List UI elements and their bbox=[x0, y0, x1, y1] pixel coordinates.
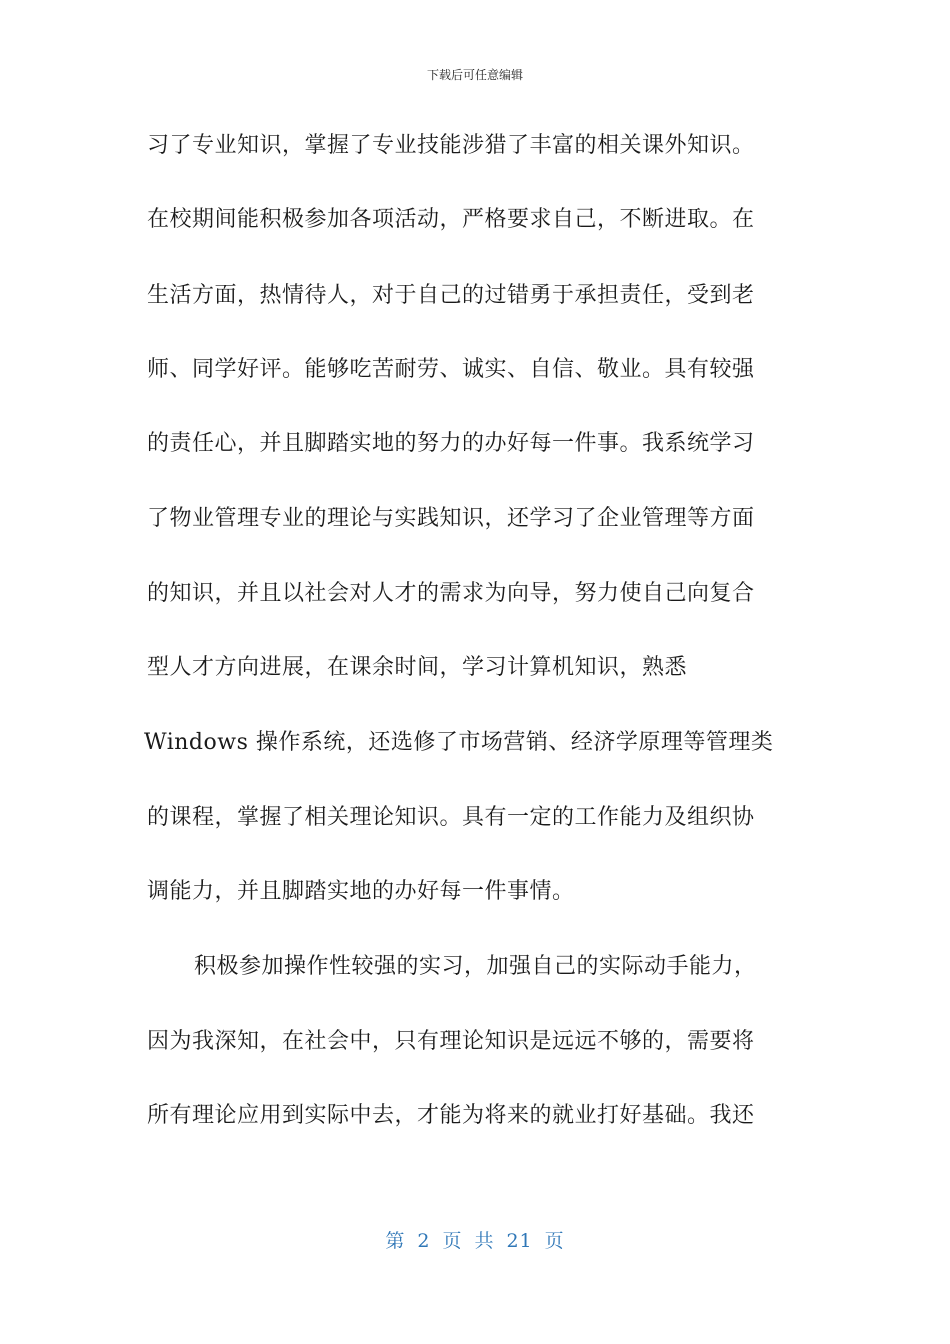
text-line: 在校期间能积极参加各项活动，严格要求自己，不断进取。在 bbox=[147, 207, 755, 232]
total-unit: 页 bbox=[544, 1230, 565, 1252]
text-line: 型人才方向进展，在课余时间，学习计算机知识，熟悉 bbox=[147, 655, 688, 680]
page-label: 第 bbox=[385, 1230, 406, 1252]
page-footer bbox=[0, 1226, 950, 1253]
page-unit: 页 bbox=[442, 1230, 463, 1252]
text-line: 生活方面，热情待人，对于自己的过错勇于承担责任，受到老 bbox=[147, 283, 755, 308]
page-number: 2 bbox=[417, 1230, 431, 1252]
paragraph-first-line: 积极参加操作性较强的实习，加强自己的实际动手能力， bbox=[194, 954, 757, 979]
text-line: 习了专业知识，掌握了专业技能涉猎了丰富的相关课外知识。 bbox=[147, 133, 755, 158]
total-pages: 21 bbox=[506, 1230, 533, 1252]
text-line: 的知识，并且以社会对人才的需求为向导，努力使自己向复合 bbox=[147, 581, 755, 606]
text-line: 调能力，并且脚踏实地的办好每一件事情。 bbox=[147, 879, 575, 904]
total-label: 共 bbox=[474, 1230, 495, 1252]
page-header: 下载后可任意编辑 bbox=[426, 68, 523, 82]
text-line: 因为我深知，在社会中，只有理论知识是远远不够的，需要将 bbox=[147, 1029, 755, 1054]
text-line: 所有理论应用到实际中去，才能为将来的就业打好基础。我还 bbox=[147, 1103, 755, 1128]
text-line: Windows 操作系统，还选修了市场营销、经济学原理等管理类 bbox=[144, 730, 774, 755]
text-line: 了物业管理专业的理论与实践知识，还学习了企业管理等方面 bbox=[147, 506, 755, 531]
text-line: 的责任心，并且脚踏实地的努力的办好每一件事。我系统学习 bbox=[147, 431, 755, 456]
text-line: 师、同学好评。能够吃苦耐劳、诚实、自信、敬业。具有较强 bbox=[147, 357, 755, 382]
text-line: 的课程，掌握了相关理论知识。具有一定的工作能力及组织协 bbox=[147, 805, 755, 830]
